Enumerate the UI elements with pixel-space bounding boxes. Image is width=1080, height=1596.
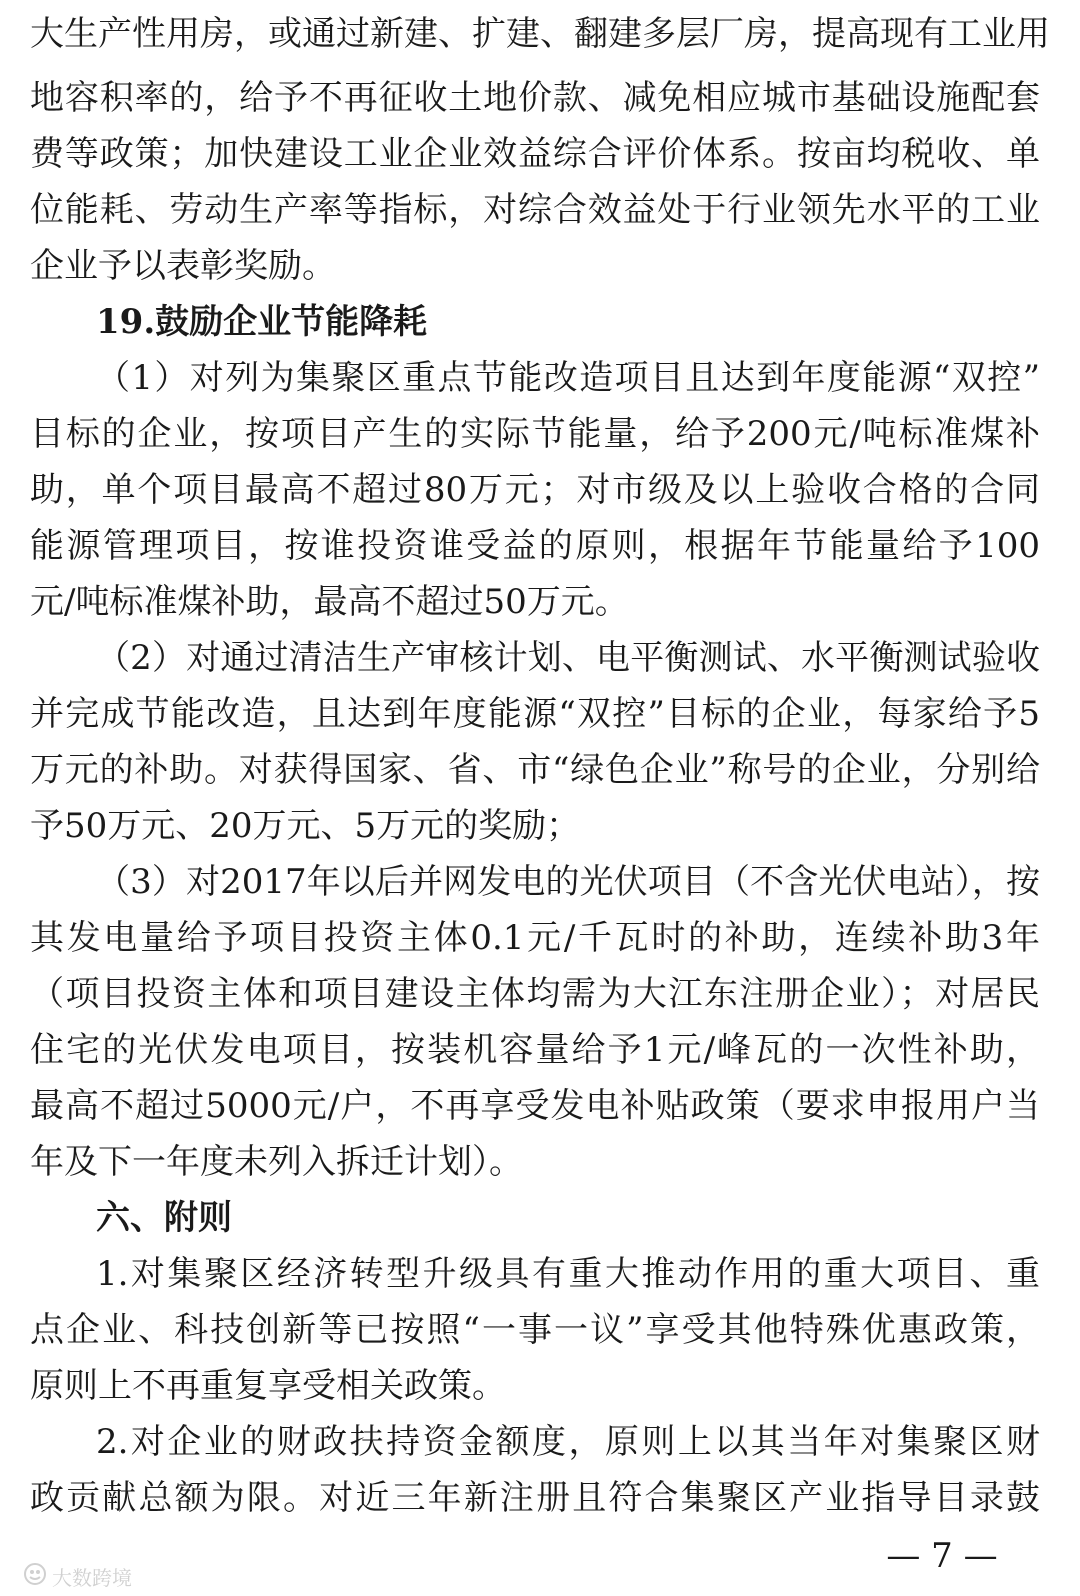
text-line: 大生产性用房，或通过新建、扩建、翻建多层厂房，提高现有工业用 <box>30 14 1050 54</box>
text-line: 位能耗、劳动生产率等指标，对综合效益处于行业领先水平的工业 <box>30 190 1040 230</box>
text-line: 目标的企业，按项目产生的实际节能量，给予200元/吨标准煤补 <box>30 414 1040 454</box>
text-line: 企业予以表彰奖励。 <box>30 246 336 286</box>
text-line: 万元的补助。对获得国家、省、市“绿色企业”称号的企业，分别给 <box>30 750 1040 790</box>
watermark-logo-icon <box>22 1561 48 1592</box>
text-line: 年及下一年度未列入拆迁计划）。 <box>30 1142 523 1182</box>
text-line: 点企业、科技创新等已按照“一事一议”享受其他特殊优惠政策， <box>30 1310 1040 1350</box>
watermark-text: 大数跨境 <box>52 1565 132 1590</box>
text-line: （项目投资主体和项目建设主体均需为大江东注册企业）；对居民 <box>30 974 1040 1014</box>
text-line: （1）对列为集聚区重点节能改造项目且达到年度能源“双控” <box>96 358 1040 398</box>
text-line: （2）对通过清洁生产审核计划、电平衡测试、水平衡测试验收 <box>96 638 1040 678</box>
text-line: 费等政策；加快建设工业企业效益综合评价体系。按亩均税收、单 <box>30 134 1040 174</box>
watermark <box>22 1562 132 1590</box>
text-line: 原则上不再重复享受相关政策。 <box>30 1366 506 1406</box>
text-line: 元/吨标准煤补助，最高不超过50万元。 <box>30 582 629 622</box>
text-line: 住宅的光伏发电项目，按装机容量给予1元/峰瓦的一次性补助， <box>30 1030 1040 1070</box>
text-line: 并完成节能改造，且达到年度能源“双控”目标的企业，每家给予5 <box>30 694 1040 734</box>
page-number: — 7 — <box>886 1536 998 1576</box>
text-line: 能源管理项目，按谁投资谁受益的原则，根据年节能量给予100 <box>30 526 1040 566</box>
text-line: （3）对2017年以后并网发电的光伏项目（不含光伏电站），按 <box>96 862 1040 902</box>
text-line: 予50万元、20万元、5万元的奖励； <box>30 806 581 846</box>
section-heading: 19.鼓励企业节能降耗 <box>96 302 428 342</box>
text-line: 1.对集聚区经济转型升级具有重大推动作用的重大项目、重 <box>96 1254 1040 1294</box>
text-line: 地容积率的，给予不再征收土地价款、减免相应城市基础设施配套 <box>30 78 1040 118</box>
text-line: 2.对企业的财政扶持资金额度，原则上以其当年对集聚区财 <box>96 1422 1040 1462</box>
text-line: 最高不超过5000元/户，不再享受发电补贴政策（要求申报用户当 <box>30 1086 1040 1126</box>
text-line: 其发电量给予项目投资主体0.1元/千瓦时的补助，连续补助3年 <box>30 918 1040 958</box>
section-heading: 六、附则 <box>96 1198 232 1238</box>
text-line: 政贡献总额为限。对近三年新注册且符合集聚区产业指导目录鼓 <box>30 1478 1040 1518</box>
text-line: 助，单个项目最高不超过80万元；对市级及以上验收合格的合同 <box>30 470 1040 510</box>
